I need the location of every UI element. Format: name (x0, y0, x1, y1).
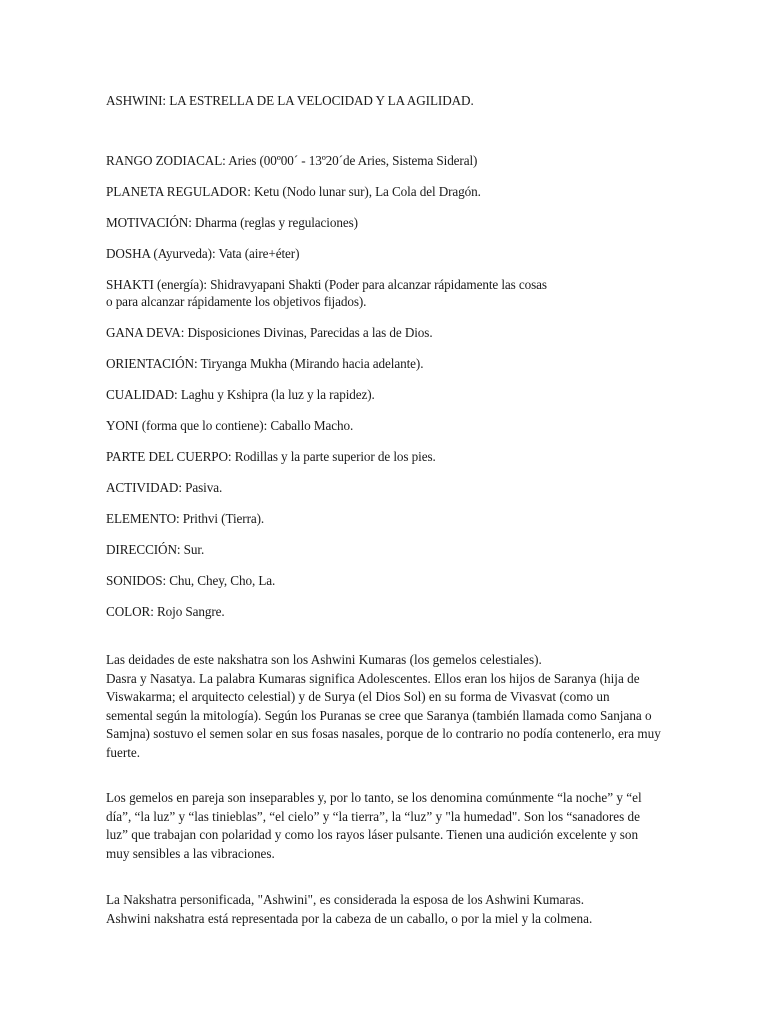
field-shakti-line2: o para alcanzar rápidamente los objetivos fijados). (106, 294, 367, 309)
field-yoni: YONI (forma que lo contiene): Caballo Macho. (106, 418, 354, 433)
paragraph-line: Las deidades de este nakshatra son los Ashwini Kumaras (los gemelos celestiales). (106, 652, 542, 667)
paragraph-line: día”, “la luz” y “las tinieblas”, “el cielo” y “la tierra”, la “luz” y "la humedad". Son los “sanadores de (106, 808, 641, 824)
paragraph-line: muy sensibles a las vibraciones. (106, 845, 275, 861)
field-planeta-regulador: PLANETA REGULADOR: Ketu (Nodo lunar sur), La Cola del Dragón. (106, 184, 481, 199)
field-sonidos: SONIDOS: Chu, Chey, Cho, La. (106, 573, 276, 588)
field-orientacion: ORIENTACIÓN: Tiryanga Mukha (Mirando hacia adelante). (106, 356, 424, 371)
field-actividad: ACTIVIDAD: Pasiva. (106, 480, 223, 495)
paragraph-line: semental según la mitología). Según los Puranas se cree que Saranya (también llamada como Sanjana o (106, 707, 652, 723)
paragraph-line: La Nakshatra personificada, "Ashwini", es considerada la esposa de los Ashwini Kumaras. (106, 892, 585, 907)
paragraph-line: Dasra y Nasatya. La palabra Kumaras significa Adolescentes. Ellos eran los hijos de Saranya (hija de (106, 670, 640, 686)
paragraph-nakshatra (106, 891, 676, 928)
field-motivacion: MOTIVACIÓN: Dharma (reglas y regulaciones) (106, 215, 358, 230)
field-dosha: DOSHA (Ayurveda): Vata (aire+éter) (106, 246, 300, 261)
paragraph-deidades (106, 651, 676, 762)
paragraph-line: Ashwini nakshatra está representada por la cabeza de un caballo, o por la miel y la colmena. (106, 910, 593, 926)
paragraph-line: Viswakarma; el arquitecto celestial) y de Surya (el Dios Sol) en su forma de Vivasvat (como un (106, 689, 610, 704)
paragraph-line: Los gemelos en pareja son inseparables y, por lo tanto, se los denomina comúnmente “la noche” y “el (106, 790, 642, 805)
field-cualidad: CUALIDAD: Laghu y Kshipra (la luz y la rapidez). (106, 387, 375, 402)
field-rango-zodiacal: RANGO ZODIACAL: Aries (00º00´ - 13º20´de Aries, Sistema Sideral) (106, 153, 478, 168)
field-direccion: DIRECCIÓN: Sur. (106, 542, 205, 557)
field-shakti-line1: SHAKTI (energía): Shidravyapani Shakti (Poder para alcanzar rápidamente las cosas (106, 277, 547, 292)
field-gana-deva: GANA DEVA: Disposiciones Divinas, Parecidas a las de Dios. (106, 325, 433, 340)
field-elemento: ELEMENTO: Prithvi (Tierra). (106, 511, 265, 526)
document-title: ASHWINI: LA ESTRELLA DE LA VELOCIDAD Y LA AGILIDAD. (106, 93, 474, 108)
paragraph-line: luz” que trabajan con polaridad y como los rayos láser pulsante. Tienen una audición excelente y son (106, 827, 639, 842)
paragraph-line: Samjna) sostuvo el semen solar en sus fosas nasales, porque de lo contrario no podía contenerlo, era muy (106, 726, 661, 741)
paragraph-gemelos (106, 789, 676, 863)
paragraph-line: fuerte. (106, 744, 141, 760)
field-parte-del-cuerpo: PARTE DEL CUERPO: Rodillas y la parte superior de los pies. (106, 449, 436, 464)
field-color: COLOR: Rojo Sangre. (106, 604, 225, 619)
